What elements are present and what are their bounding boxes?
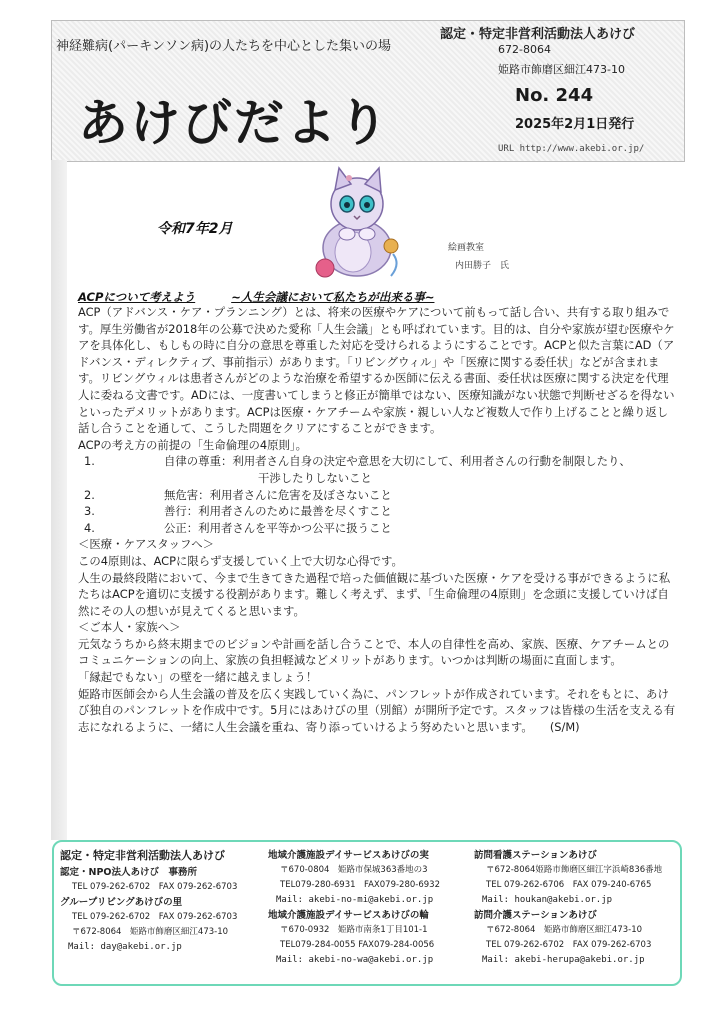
artwork-credit-artist: 内田勝子 氏 — [455, 261, 510, 271]
footer-column-org — [60, 848, 260, 955]
footer-dayservice-wa-address: 〒670-0932 姫路市南条1丁目101-1 — [280, 925, 428, 935]
masthead-address: 姫路市飾磨区細江473-10 — [498, 63, 625, 76]
list-item — [78, 520, 678, 537]
list-item — [78, 503, 678, 520]
footer-group-address: 〒672-8064 姫路市飾磨区細江473-10 — [72, 927, 229, 937]
list-item-text: 善行：利用者さんのために最善を尽くすこと — [164, 504, 392, 519]
list-item-continuation: 干渉したりしないこと — [258, 470, 372, 485]
footer-org-title: 認定・特定非営利活動法人あけび — [60, 849, 225, 862]
article-heading-sub: ~人生会議において私たちが出来る事~ — [231, 290, 435, 304]
masthead — [51, 20, 685, 162]
paragraph-acp-intro: ACP（アドバンス・ケア・プランニング）とは、将来の医療やケアについて前もって話し合い、共有する取り組みです。厚生労働省が2018年の公募で決めた愛称「人生会議」とも呼ばれています。目的は、自分や家族が望む医療やケアを具体化し、もしもの時に自分の意思を尊重した対応を受けられるようにすることです。ACPと似た言葉にAD（アドバンス・ディレクティブ、事前指示）があります。「リビングウィル」や「医療に関する委任状」などが含まれます。リビングウィルは患者さんがどのような治療を希望するか医師に伝える書面、委任状は医療に関する決定を代理人に委ねる文書です。ADには、一度書いてしまうと修正が簡単ではない、医療知識がない状態で判断せざるを得ないといったデメリットがあります。ACPは医療・ケアチームや家族・親しい人など複数人で作り上げることと繰り返し話し合うことを通して、こうした問題をクリアにすることができます。 — [78, 305, 675, 436]
paragraph-staff-2: 人生の最終段階において、今まで生きてきた過程で培った価値観に基づいた医療・ケアを受ける事ができるように私たちはACPを適切に支援する役割があります。難しく考えず、まず、「生命倫理の4原則」を念頭に支援していけば自然にその人の想いが見えてくると思います。 — [78, 570, 671, 618]
masthead-subtitle: 神経難病(パーキンソン病)の人たちを中心とした集いの場 — [56, 39, 392, 54]
section-heading-family: ＜ご本人・家族へ＞ — [78, 620, 181, 635]
footer-group-mail[interactable]: Mail: day@akebi.or.jp — [68, 942, 182, 952]
list-item-number: 4. — [84, 520, 95, 535]
month-heading: 令和7年2月 — [157, 221, 233, 237]
footer-column-visiting — [474, 848, 674, 968]
footer-care-tel: TEL 079-262-6702 FAX 079-262-6703 — [486, 940, 652, 950]
footer-nursing-mail[interactable]: Mail: houkan@akebi.or.jp — [482, 895, 613, 905]
article-heading — [78, 289, 434, 305]
cat-illustration — [303, 164, 411, 282]
footer-nursing-address: 〒672-8064姫路市飾磨区細江字浜崎836番地 — [486, 865, 663, 875]
footer-nursing-name: 訪問看護ステーションあけび — [474, 850, 597, 861]
footer-dayservice-mi-address: 〒670-0804 姫路市保城363番地の3 — [280, 865, 428, 875]
author-signature: (S/M) — [549, 719, 580, 734]
footer-dayservice-mi-mail[interactable]: Mail: akebi-no-mi@akebi.or.jp — [276, 895, 434, 905]
website-url[interactable]: URL http://www.akebi.or.jp/ — [498, 144, 645, 154]
list-item-text: 公正：利用者さんを平等かつ公平に扱うこと — [164, 520, 392, 535]
footer-dayservice-wa-name: 地域介護施設デイサービスあけびの輪 — [268, 910, 429, 921]
list-item-number: 1. — [84, 454, 95, 469]
paragraph-family-3-text: 姫路市医師会から人生会議の普及を広く実践していく為に、パンフレットが作成されています。それをもとに、あけび独自のパンフレットを作成中です。5月にはあけびの里（別館）が開所予定です。スタッフは皆様の生活を支える有志になれるように、一緒に人生会議を重ね、寄り添っていけるよう努めたいと思います。 — [78, 686, 676, 734]
footer-group-name: グループリビングあけびの里 — [60, 897, 183, 908]
list-item-number: 3. — [84, 504, 95, 519]
paragraph-family-1: 元気なうちから終末期までのビジョンや計画を話し合うことで、本人の自律性を高め、家族、医療、ケアチームとのコミュニケーションの向上、家族の負担軽減などメリットがあります。いつかは判断の場面に直面します。 — [78, 636, 670, 668]
masthead-postal-code: 672-8064 — [498, 43, 551, 56]
contact-footer — [52, 840, 682, 986]
footer-office-tel: TEL 079-262-6702 FAX 079-262-6703 — [72, 882, 238, 892]
paragraph-family-3 — [78, 686, 678, 736]
masthead-org-name: 認定・特定非営利活動法人あけび — [440, 27, 636, 42]
list-item — [78, 453, 678, 470]
left-decorative-bar — [51, 160, 67, 840]
article-heading-main: ACPについて考えよう — [78, 290, 196, 304]
footer-dayservice-mi-tel: TEL079-280-6931 FAX079-280-6932 — [280, 880, 440, 890]
footer-nursing-tel: TEL 079-262-6706 FAX 079-240-6765 — [486, 880, 652, 890]
artwork-credit-class: 絵画教室 — [448, 243, 485, 253]
issue-number: No. 244 — [515, 85, 594, 106]
list-item — [78, 487, 678, 504]
footer-dayservice-wa-mail[interactable]: Mail: akebi-no-wa@akebi.or.jp — [276, 955, 434, 965]
newsletter-title: あけびだより — [78, 94, 390, 152]
list-item-text: 無危害：利用者さんに危害を及ぼさないこと — [164, 487, 392, 502]
paragraph-principles-lead: ACPの考え方の前提の「生命倫理の4原則」。 — [78, 437, 307, 452]
footer-care-name: 訪問介護ステーションあけび — [474, 910, 597, 921]
section-heading-staff: ＜医療・ケアスタッフへ＞ — [78, 537, 215, 552]
list-item-number: 2. — [84, 487, 95, 502]
article-body — [78, 304, 678, 735]
paragraph-family-2: 「縁起でもない」の壁を一緒に越えましょう！ — [78, 670, 318, 685]
paragraph-staff-1: この4原則は、ACPに限らず支援していく上で大切な心得です。 — [78, 553, 403, 568]
footer-column-dayservice — [268, 848, 473, 968]
footer-dayservice-mi-name: 地域介護施設デイサービスあけびの実 — [268, 850, 429, 861]
footer-office-name: 認定・NPO法人あけび 事務所 — [60, 867, 197, 878]
list-item-text: 自律の尊重：利用者さん自身の決定や意思を大切にして、利用者さんの行動を制限したり、 — [164, 454, 631, 469]
issue-date: 2025年2月1日発行 — [515, 117, 635, 132]
footer-dayservice-wa-tel: TEL079-284-0055 FAX079-284-0056 — [280, 940, 435, 950]
footer-group-tel: TEL 079-262-6702 FAX 079-262-6703 — [72, 912, 238, 922]
footer-care-address: 〒672-8064 姫路市飾磨区細江473-10 — [486, 925, 643, 935]
footer-care-mail[interactable]: Mail: akebi-herupa@akebi.or.jp — [482, 955, 645, 965]
